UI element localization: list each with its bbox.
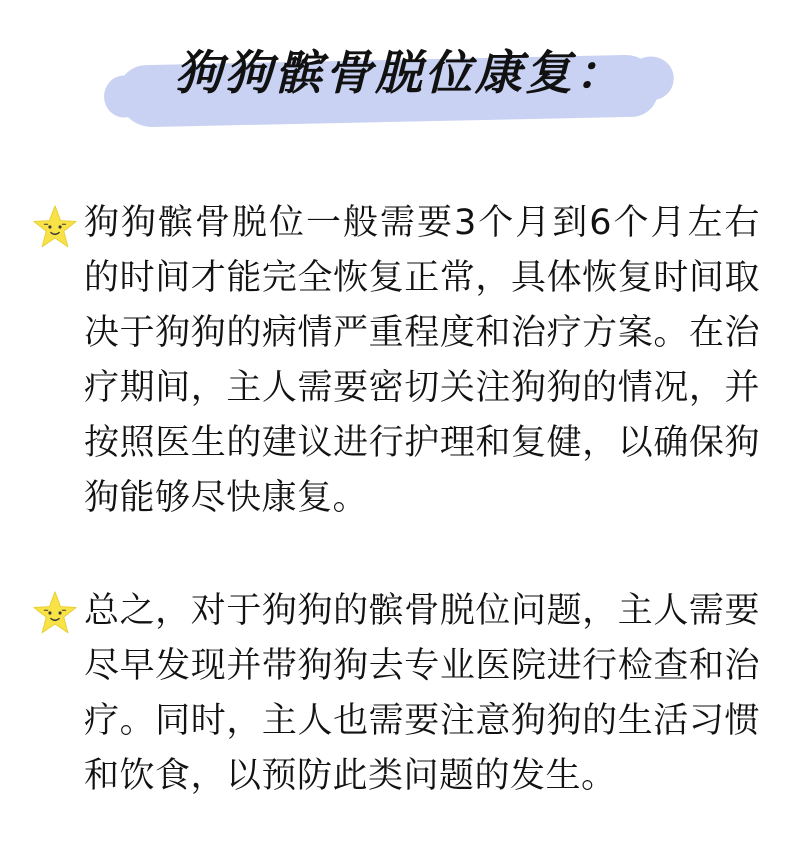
paragraph-item: [26, 196, 760, 526]
page-title: 狗狗髌骨脱位康复：: [175, 46, 625, 101]
star-icon: [32, 204, 78, 250]
content-body: [0, 154, 800, 804]
star-bullet-wrap: [26, 582, 84, 636]
star-bullet-wrap: [26, 196, 84, 250]
title-block: [0, 0, 800, 154]
paragraph-text: 总之，对于狗狗的髌骨脱位问题，主人需要尽早发现并带狗狗去专业医院进行检查和治疗。同时，主人也需要注意狗狗的生活习惯和饮食，以预防此类问题的发生。: [84, 591, 760, 796]
paragraph-text: 狗狗髌骨脱位一般需要3个月到6个月左右的时间才能完全恢复正常，具体恢复时间取决于狗狗的病情严重程度和治疗方案。在治疗期间，主人需要密切关注狗狗的情况，并按照医生的建议进行护理和复健，以确保狗狗能够尽快康复。: [84, 203, 760, 518]
paragraph-item: [26, 582, 760, 804]
star-icon: [32, 590, 78, 636]
